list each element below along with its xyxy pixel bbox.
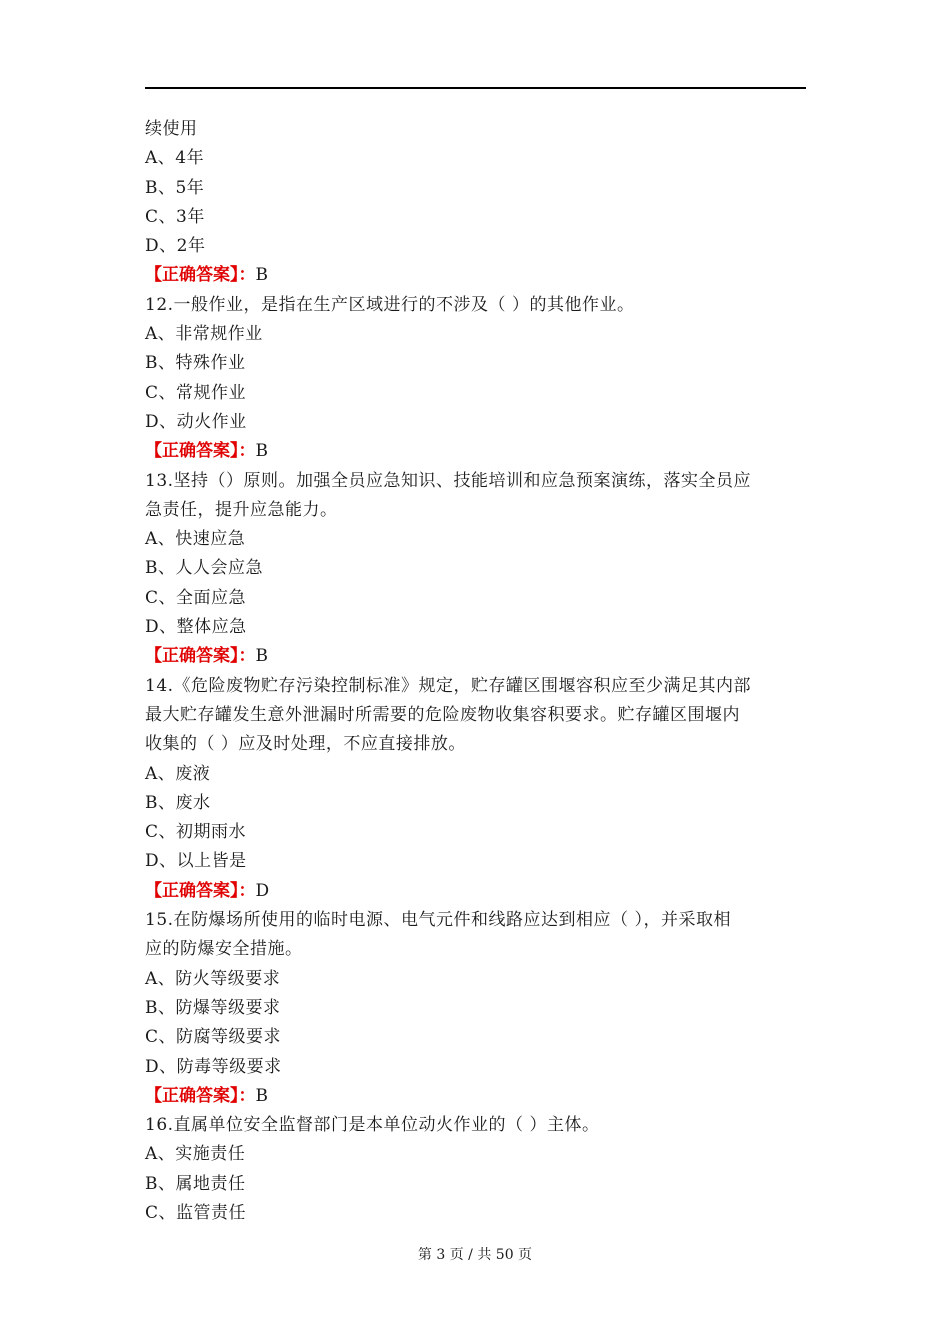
answer-line [145, 642, 810, 671]
answer-line [145, 261, 810, 290]
question-line: 最大贮存罐发生意外泄漏时所需要的危险废物收集容积要求。贮存罐区围堰内 [145, 704, 740, 725]
answer-label: 【正确答案】： [145, 441, 256, 462]
option-line: B、废水 [145, 792, 211, 813]
header-rule [145, 87, 806, 89]
question-line: 12.一般作业，是指在生产区域进行的不涉及（ ）的其他作业。 [145, 294, 635, 315]
answer-label: 【正确答案】： [145, 646, 256, 667]
answer-line [145, 1082, 810, 1111]
question-line: 应的防爆安全措施。 [145, 939, 303, 960]
question-line: 收集的（ ）应及时处理，不应直接排放。 [145, 734, 466, 755]
question-line: 14.《危险废物贮存污染控制标准》规定，贮存罐区围堰容积应至少满足其内部 [145, 675, 752, 696]
option-line: A、废液 [145, 763, 211, 784]
option-line: B、5年 [145, 177, 205, 198]
answer-label: 【正确答案】： [145, 265, 256, 286]
option-line: A、4年 [145, 148, 205, 169]
answer-line [145, 437, 810, 466]
option-line: C、全面应急 [145, 587, 247, 608]
option-line: D、2年 [145, 236, 206, 257]
answer-label: 【正确答案】： [145, 880, 256, 901]
answer-value: B [255, 646, 269, 667]
answer-value: B [255, 441, 269, 462]
answer-value: D [255, 880, 270, 901]
answer-label: 【正确答案】： [145, 1085, 256, 1106]
page-footer: 第 3 页 / 共 50 页 [417, 1247, 533, 1263]
answer-value: B [255, 1085, 269, 1106]
option-line: A、非常规作业 [145, 324, 263, 345]
option-line: D、以上皆是 [145, 851, 247, 872]
text-line: 续使用 [145, 119, 198, 139]
option-line: C、防腐等级要求 [145, 1027, 282, 1048]
question-line: 15.在防爆场所使用的临时电源、电气元件和线路应达到相应（ ），并采取相 [145, 910, 731, 931]
option-line: A、防火等级要求 [145, 968, 281, 989]
question-line: 16.直属单位安全监督部门是本单位动火作业的（ ）主体。 [145, 1115, 600, 1136]
option-line: B、人人会应急 [145, 558, 263, 579]
option-line: D、动火作业 [145, 411, 247, 432]
option-line: C、监管责任 [145, 1202, 247, 1223]
option-line: A、实施责任 [145, 1144, 246, 1165]
option-line: B、属地责任 [145, 1173, 246, 1194]
answer-value: B [255, 265, 269, 286]
answer-line [145, 877, 810, 906]
option-line: B、防爆等级要求 [145, 997, 281, 1018]
question-line: 急责任，提升应急能力。 [145, 499, 338, 520]
question-line: 13.坚持（）原则。加强全员应急知识、技能培训和应急预案演练，落实全员应 [145, 470, 752, 491]
option-line: C、初期雨水 [145, 822, 247, 843]
option-line: D、整体应急 [145, 617, 247, 638]
option-line: D、防毒等级要求 [145, 1056, 282, 1077]
option-line: C、常规作业 [145, 382, 247, 403]
document-body [145, 115, 810, 1228]
option-line: A、快速应急 [145, 529, 246, 550]
option-line: C、3年 [145, 206, 205, 227]
option-line: B、特殊作业 [145, 353, 246, 374]
